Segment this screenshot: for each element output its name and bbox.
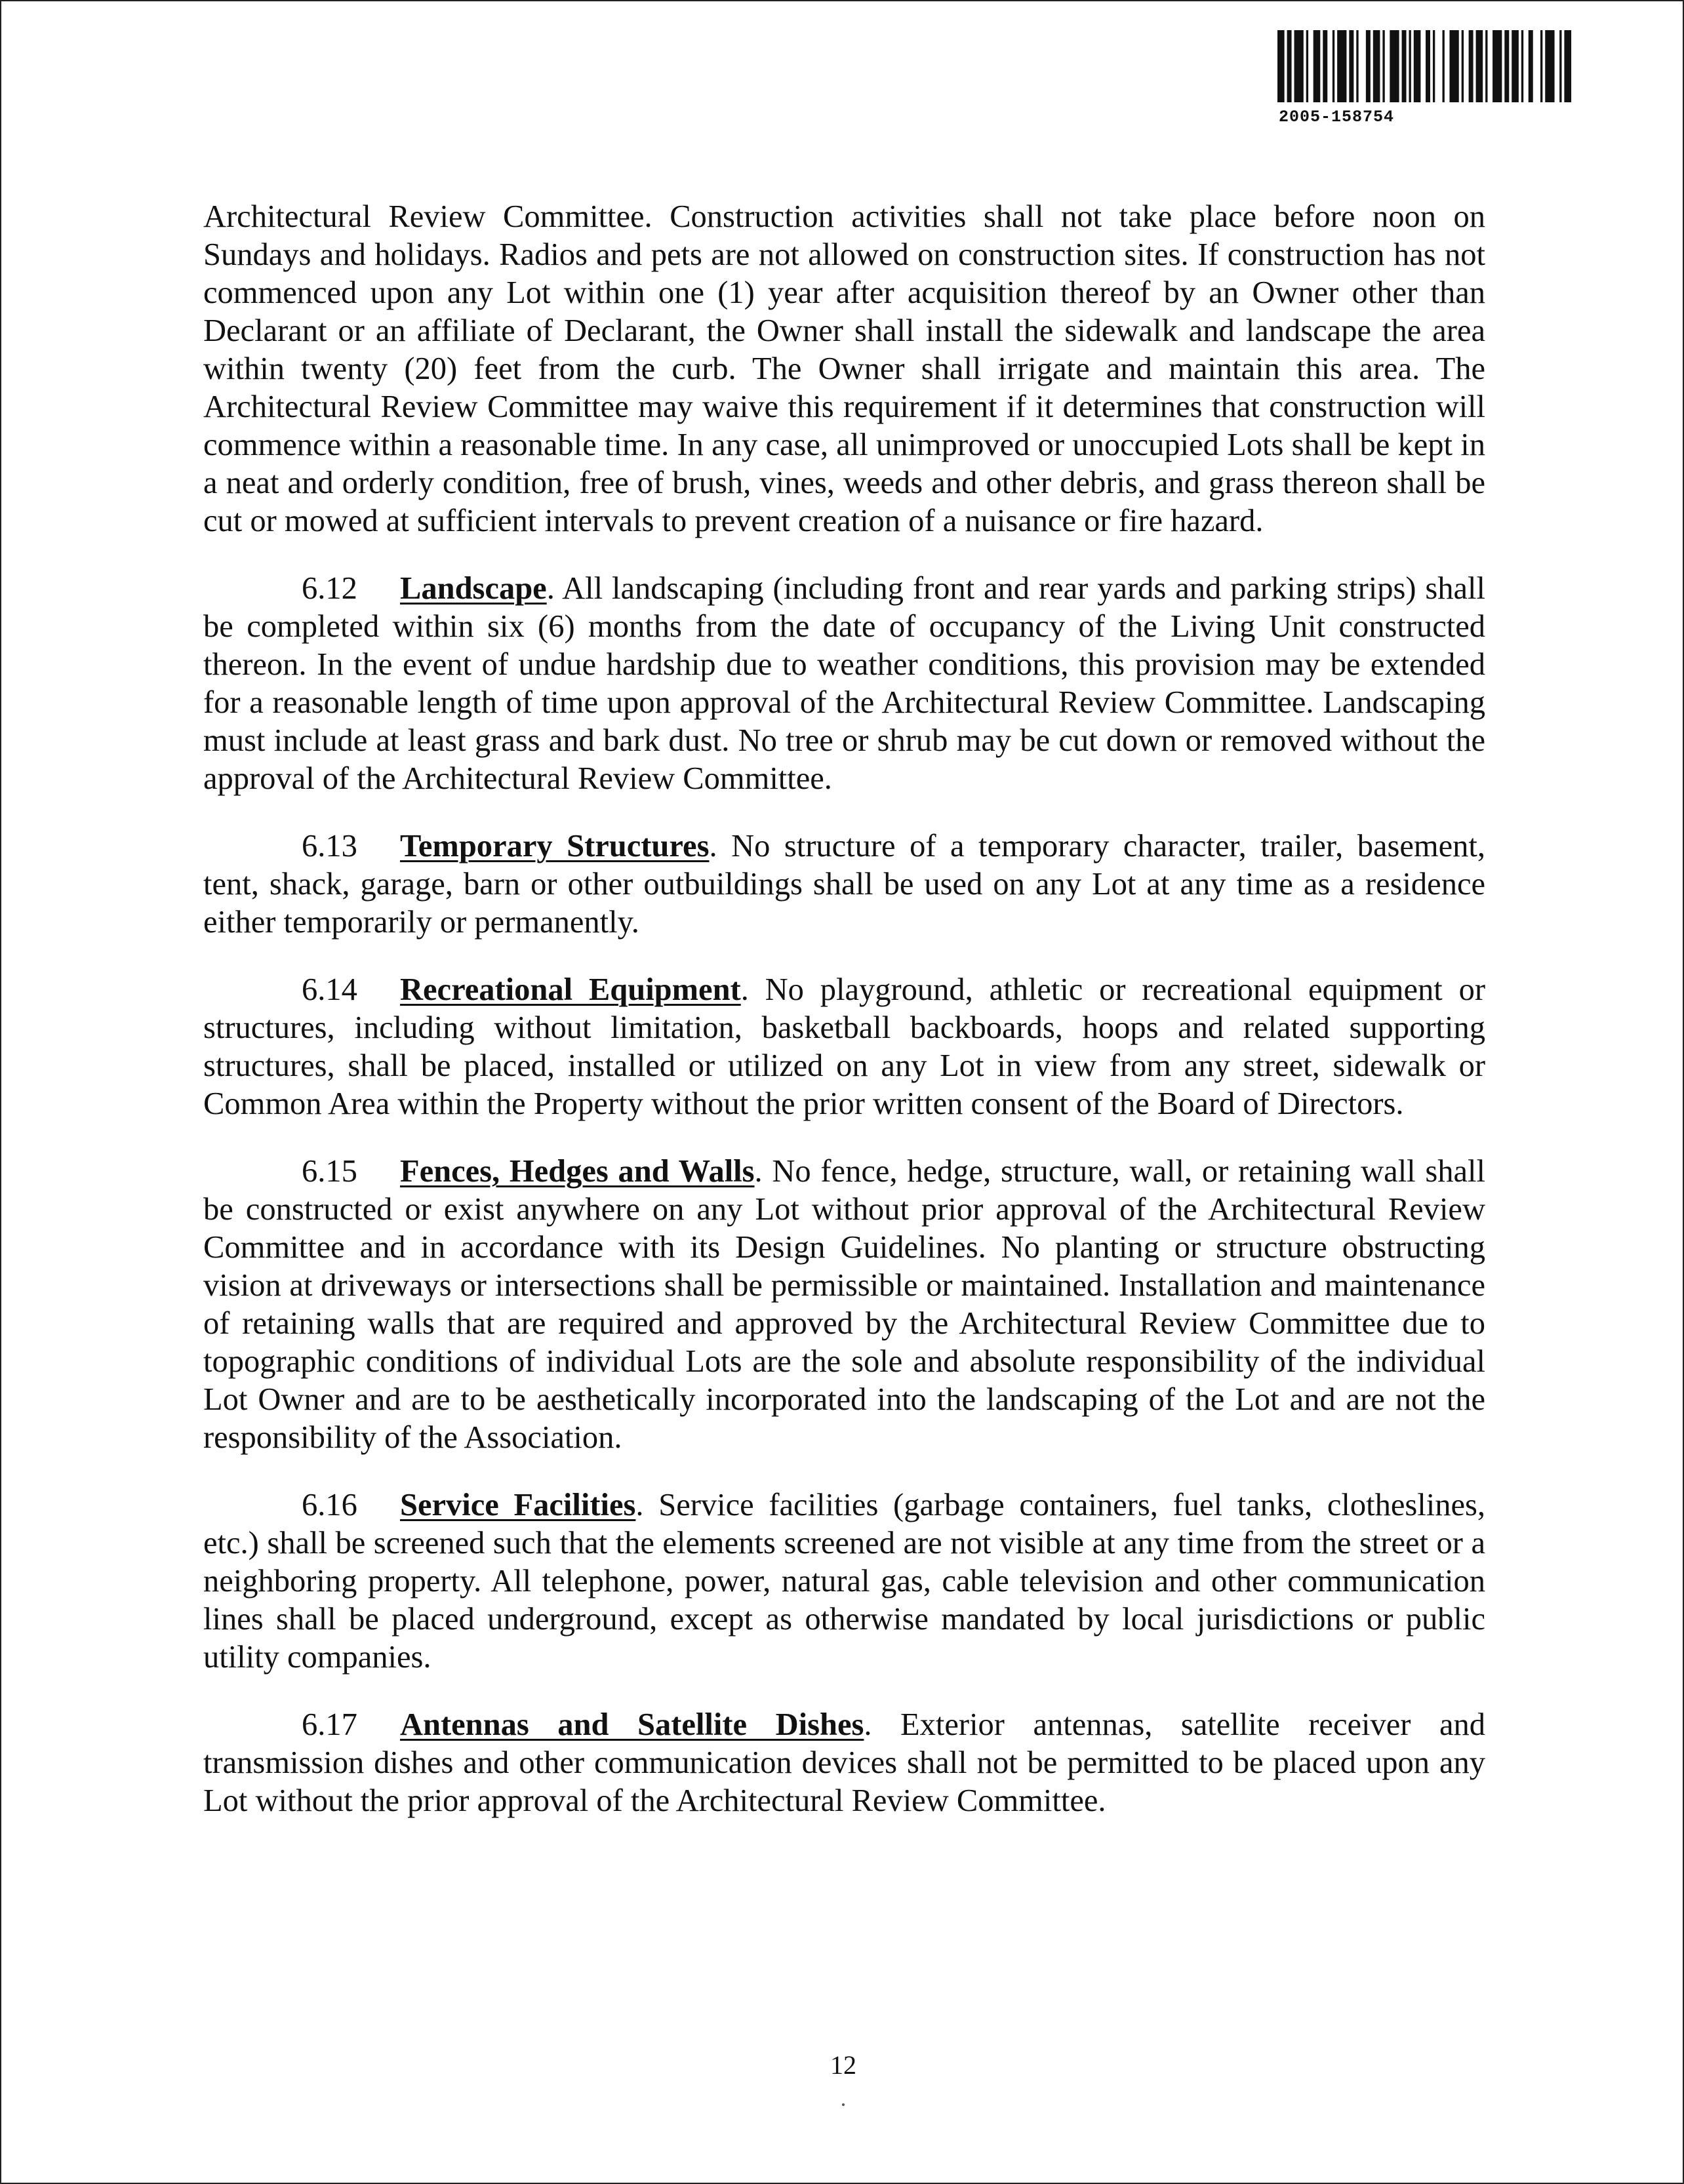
barcode-bar — [1323, 30, 1327, 102]
section-6-17 — [203, 1706, 1485, 1820]
barcode-bar — [1559, 30, 1561, 102]
barcode-bar — [1493, 30, 1502, 102]
section-number: 6.13 — [302, 829, 357, 864]
barcode-bar — [1366, 30, 1371, 102]
section-text: . No playground, athletic or recreational equipment or structures, including without limitation, basketball backboards, hoops and related supporting structures, shall be placed, installed or utilized on any Lot in view from any street, sidewalk or Common Area within the Property without the prior written consent of the Board of Directors. — [203, 972, 1485, 1121]
section-number: 6.12 — [302, 571, 357, 606]
section-number: 6.16 — [302, 1488, 357, 1522]
section-6-16 — [203, 1486, 1485, 1677]
section-title: Recreational Equipment — [400, 972, 741, 1007]
barcode-bar — [1545, 30, 1554, 102]
barcode-bar — [1462, 30, 1464, 102]
barcode-image — [1277, 30, 1574, 102]
barcode-bar — [1414, 30, 1421, 102]
barcode-bar — [1337, 30, 1346, 102]
section-text: . Exterior antennas, satellite receiver and transmission dishes and other communication devices shall not be permitted to be placed upon any Lot without the prior approval of the Architectural Review Committee. — [203, 1707, 1485, 1818]
paragraph-text: Architectural Review Committee. Construction activities shall not take place before noon on Sundays and holidays. Radios and pets are not allowed on construction sites. If construction has not commenced upon any Lot within one (1) year after acquisition thereof by an Owner other than Declarant or an affiliate of Declarant, the Owner shall install the sidewalk and landscape the area within twenty (20) feet from the curb. The Owner shall irrigate and maintain this area. The Architectural Review Committee may waive this requirement if it determines that construction will commence within a reasonable time. In any case, all unimproved or unoccupied Lots shall be kept in a neat and orderly condition, free of brush, vines, weeds and other debris, and grass thereon shall be cut or mowed at sufficient intervals to prevent creation of a nuisance or fire hazard. — [203, 199, 1485, 538]
section-6-12 — [203, 570, 1485, 798]
document-body — [203, 198, 1485, 1850]
barcode-bar — [1449, 30, 1458, 102]
barcode-bar — [1409, 30, 1411, 102]
barcode-bar — [1433, 30, 1435, 102]
section-title: Antennas and Satellite Dishes — [400, 1707, 864, 1742]
barcode-bar — [1476, 30, 1483, 102]
barcode-bar — [1443, 30, 1445, 102]
page-number: 12 — [830, 2050, 856, 2080]
document-number: 2005-158754 — [1279, 108, 1395, 127]
barcode-stamp — [1277, 30, 1574, 127]
barcode-bar — [1512, 30, 1519, 102]
barcode-bar — [1390, 30, 1399, 102]
barcode-bar — [1521, 30, 1523, 102]
barcode-bar — [1333, 30, 1334, 102]
section-text: . All landscaping (including front and rear yards and parking strips) shall be completed within six (6) months from the date of occupancy of the Living Unit constructed thereon. In the event of undue hardship due to weather conditions, this provision may be extended for a reasonable length of time upon approval of the Architectural Review Committee. Landscaping must include at least grass and bark dust. No tree or shrub may be cut down or removed without the approval of the Architectural Review Committee. — [203, 571, 1485, 796]
section-title: Service Facilities — [400, 1488, 636, 1522]
section-number: 6.15 — [302, 1154, 357, 1189]
paragraph-continued — [203, 198, 1485, 540]
section-6-15 — [203, 1153, 1485, 1457]
barcode-bar — [1529, 30, 1533, 102]
barcode-bar — [1373, 30, 1380, 102]
section-6-14 — [203, 971, 1485, 1123]
barcode-bar — [1356, 30, 1358, 102]
barcode-bar — [1426, 30, 1430, 102]
barcode-bar — [1564, 30, 1571, 102]
barcode-bar — [1540, 30, 1542, 102]
barcode-bar — [1402, 30, 1407, 102]
barcode-bar — [1294, 30, 1304, 102]
barcode-bar — [1277, 30, 1285, 102]
section-title: Fences, Hedges and Walls — [400, 1154, 755, 1189]
section-text: . No structure of a temporary character, trailer, basement, tent, shack, garage, barn or other outbuildings shall be used on any Lot at any time as a residence either temporarily or permanently. — [203, 829, 1485, 940]
section-6-13 — [203, 827, 1485, 942]
section-text: . No fence, hedge, structure, wall, or retaining wall shall be constructed or exist anywhere on any Lot without prior approval of the Architectural Review Committee and in accordance with its Design Guidelines. No planting or structure obstructing vision at driveways or intersections shall be permissible or maintained. Installation and maintenance of retaining walls that are required and approved by the Architectural Review Committee due to topographic conditions of individual Lots are the sole and absolute responsibility of the individual Lot Owner and are to be aesthetically incorporated into the landscaping of the Lot and are not the responsibility of the Association. — [203, 1154, 1485, 1455]
barcode-bar — [1504, 30, 1509, 102]
section-title: Temporary Structures — [400, 829, 710, 864]
barcode-bar — [1469, 30, 1474, 102]
section-number: 6.17 — [302, 1707, 357, 1742]
barcode-bar — [1306, 30, 1308, 102]
barcode-bar — [1349, 30, 1353, 102]
section-number: 6.14 — [302, 972, 357, 1007]
barcode-bar — [1313, 30, 1321, 102]
section-title: Landscape — [400, 571, 547, 606]
section-text: . Service facilities (garbage containers, fuel tanks, clotheslines, etc.) shall be screened such that the elements screened are not visible at any time from the street or a neighboring property. All telephone, power, natural gas, cable television and other communication lines shall be placed underground, except as otherwise mandated by local jurisdictions or public utility companies. — [203, 1488, 1485, 1675]
scan-speck — [842, 2103, 845, 2106]
barcode-bar — [1382, 30, 1384, 102]
barcode-bar — [1287, 30, 1292, 102]
barcode-bar — [1485, 30, 1487, 102]
